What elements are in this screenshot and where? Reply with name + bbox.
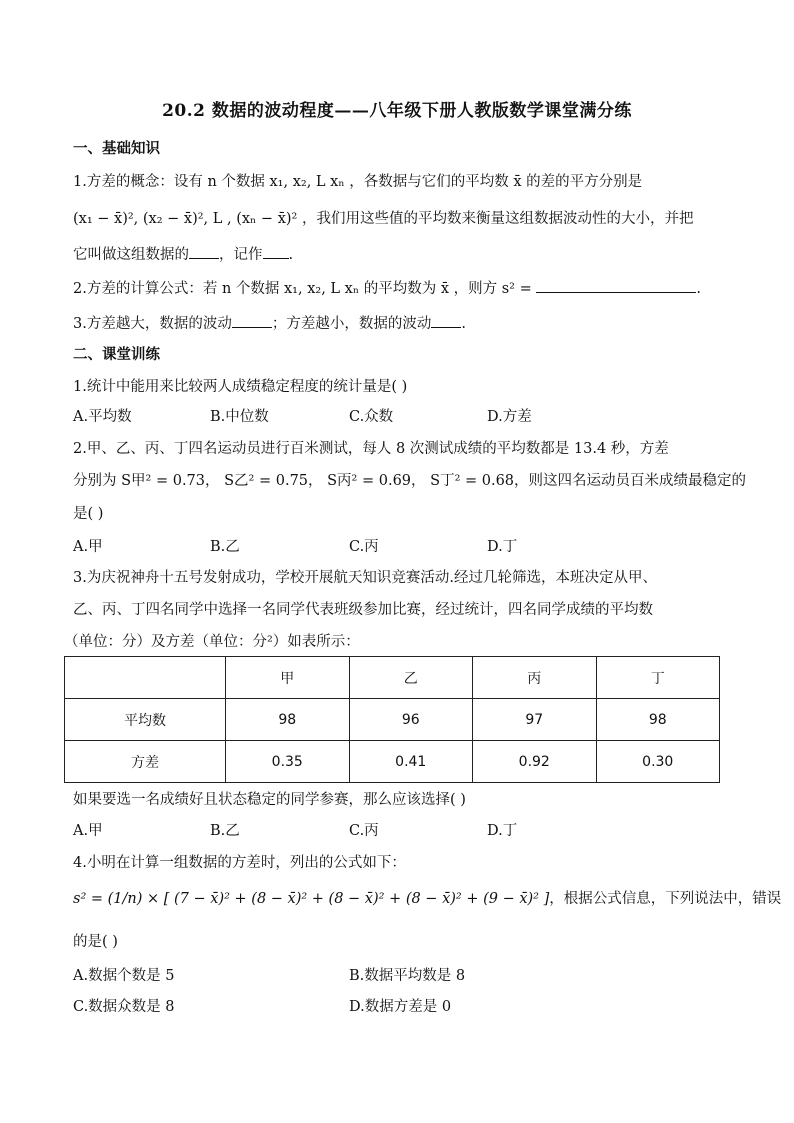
- table-cell: 0.35: [226, 741, 350, 783]
- table-header-row: [65, 657, 720, 699]
- s2-q4-option-c[interactable]: C.数据众数是 8: [73, 999, 175, 1015]
- s2-q2-option-a[interactable]: A.甲: [73, 539, 103, 555]
- s2-q4-line3: 的是( ): [73, 934, 118, 950]
- table-row: [65, 699, 720, 741]
- table-cell: 98: [596, 699, 720, 741]
- table-header-cell: [65, 657, 226, 699]
- table-cell: 0.92: [473, 741, 597, 783]
- answer-blank[interactable]: [189, 244, 219, 259]
- s1-q1-line1: 1.方差的概念：设有 n 个数据 x₁, x₂, L xₙ ，各数据与它们的平均数 x̄ 的差的平方分别是: [73, 174, 643, 190]
- s1-q2-end: .: [696, 281, 701, 297]
- s2-q4-line1: 4.小明在计算一组数据的方差时，列出的公式如下：: [73, 855, 406, 871]
- score-table: [64, 656, 720, 783]
- page-title: 20.2 数据的波动程度——八年级下册人教版数学课堂满分练: [162, 101, 632, 121]
- s2-q2-option-c[interactable]: C.丙: [349, 539, 379, 555]
- s2-q3-line3: （单位：分）及方差（单位：分²）如表所示：: [64, 634, 360, 650]
- s2-q1-option-b[interactable]: B.中位数: [210, 409, 269, 425]
- s2-q2-line2: 分别为 S甲² = 0.73， S乙² = 0.75， S丙² = 0.69， S丁² = 0.68，则这四名运动员百米成绩最稳定的: [73, 473, 747, 489]
- variance-formula: s² = (1/n) × [ (7 − x̄)² + (8 − x̄)² + (8 − x̄)² + (8 − x̄)² + (9 − x̄)² ]: [73, 891, 550, 907]
- s2-q3-option-a[interactable]: A.甲: [73, 823, 103, 839]
- s2-q3-option-d[interactable]: D.丁: [487, 823, 518, 839]
- table-row-label: 平均数: [65, 699, 226, 741]
- s2-q3-after: 如果要选一名成绩好且状态稳定的同学参赛，那么应该选择( ): [73, 792, 466, 808]
- s2-q3-line1: 3.为庆祝神舟十五号发射成功，学校开展航天知识竞赛活动.经过几轮筛选，本班决定从甲、: [73, 570, 657, 586]
- table-cell: 0.30: [596, 741, 720, 783]
- s1-q3-text-b: ；方差越小，数据的波动: [271, 316, 432, 332]
- s2-q2-line3: 是( ): [73, 506, 104, 522]
- s2-q4-line2: [73, 887, 781, 908]
- answer-blank[interactable]: [232, 313, 272, 328]
- table-cell: 98: [226, 699, 350, 741]
- table-row-label: 方差: [65, 741, 226, 783]
- s1-q1-line3-text-c: .: [288, 247, 294, 263]
- table-cell: 0.41: [349, 741, 473, 783]
- s2-q4-line2-tail: ，根据公式信息，下列说法中，错误: [549, 891, 782, 907]
- table-cell: 96: [349, 699, 473, 741]
- s2-q1-option-a[interactable]: A.平均数: [73, 409, 132, 425]
- table-row: [65, 741, 720, 783]
- table-header-cell: 甲: [226, 657, 350, 699]
- s1-q1-line3-text-b: ，记作: [219, 247, 263, 263]
- s2-q2-option-d[interactable]: D.丁: [487, 539, 518, 555]
- s1-q1-line2: (x₁ − x̄)², (x₂ − x̄)², L , (xₙ − x̄)² ，我们用这些值的平均数来衡量这组数据波动性的大小，并把: [73, 211, 694, 227]
- s1-q3-text-a: 3.方差越大，数据的波动: [73, 316, 232, 332]
- s2-q3-line2: 乙、丙、丁四名同学中选择一名同学代表班级参加比赛，经过统计，四名同学成绩的平均数: [73, 602, 653, 618]
- s2-q4-option-a[interactable]: A.数据个数是 5: [73, 968, 175, 984]
- s2-q3-option-c[interactable]: C.丙: [349, 823, 379, 839]
- s1-q3-text-c: .: [461, 316, 466, 332]
- answer-blank[interactable]: [263, 244, 289, 259]
- table-cell: 97: [473, 699, 597, 741]
- s2-q2-option-b[interactable]: B.乙: [210, 539, 240, 555]
- section1-heading: 一、基础知识: [73, 140, 160, 157]
- s2-q1-option-c[interactable]: C.众数: [349, 409, 394, 425]
- s2-q4-option-d[interactable]: D.数据方差是 0: [349, 999, 452, 1015]
- s2-q3-option-b[interactable]: B.乙: [210, 823, 240, 839]
- answer-blank[interactable]: [431, 313, 461, 328]
- table-header-cell: 丁: [596, 657, 720, 699]
- answer-blank[interactable]: [536, 278, 696, 293]
- s1-q2-line: [73, 277, 701, 298]
- s2-q1-stem: 1.统计中能用来比较两人成绩稳定程度的统计量是( ): [73, 379, 408, 395]
- s1-q1-line3-text-a: 它叫做这组数据的: [73, 247, 189, 263]
- section2-heading: 二、课堂训练: [73, 346, 160, 363]
- s2-q1-option-d[interactable]: D.方差: [487, 409, 532, 425]
- s1-q3-line: [73, 312, 466, 333]
- s1-q2-text: 2.方差的计算公式：若 n 个数据 x₁, x₂, L xₙ 的平均数为 x̄ ，则方 s² =: [73, 281, 532, 297]
- table-header-cell: 乙: [349, 657, 473, 699]
- s2-q4-option-b[interactable]: B.数据平均数是 8: [349, 968, 466, 984]
- s2-q2-line1: 2.甲、乙、丙、丁四名运动员进行百米测试，每人 8 次测试成绩的平均数都是 13.4 秒，方差: [73, 441, 669, 457]
- table-header-cell: 丙: [473, 657, 597, 699]
- s1-q1-line3: [73, 243, 293, 264]
